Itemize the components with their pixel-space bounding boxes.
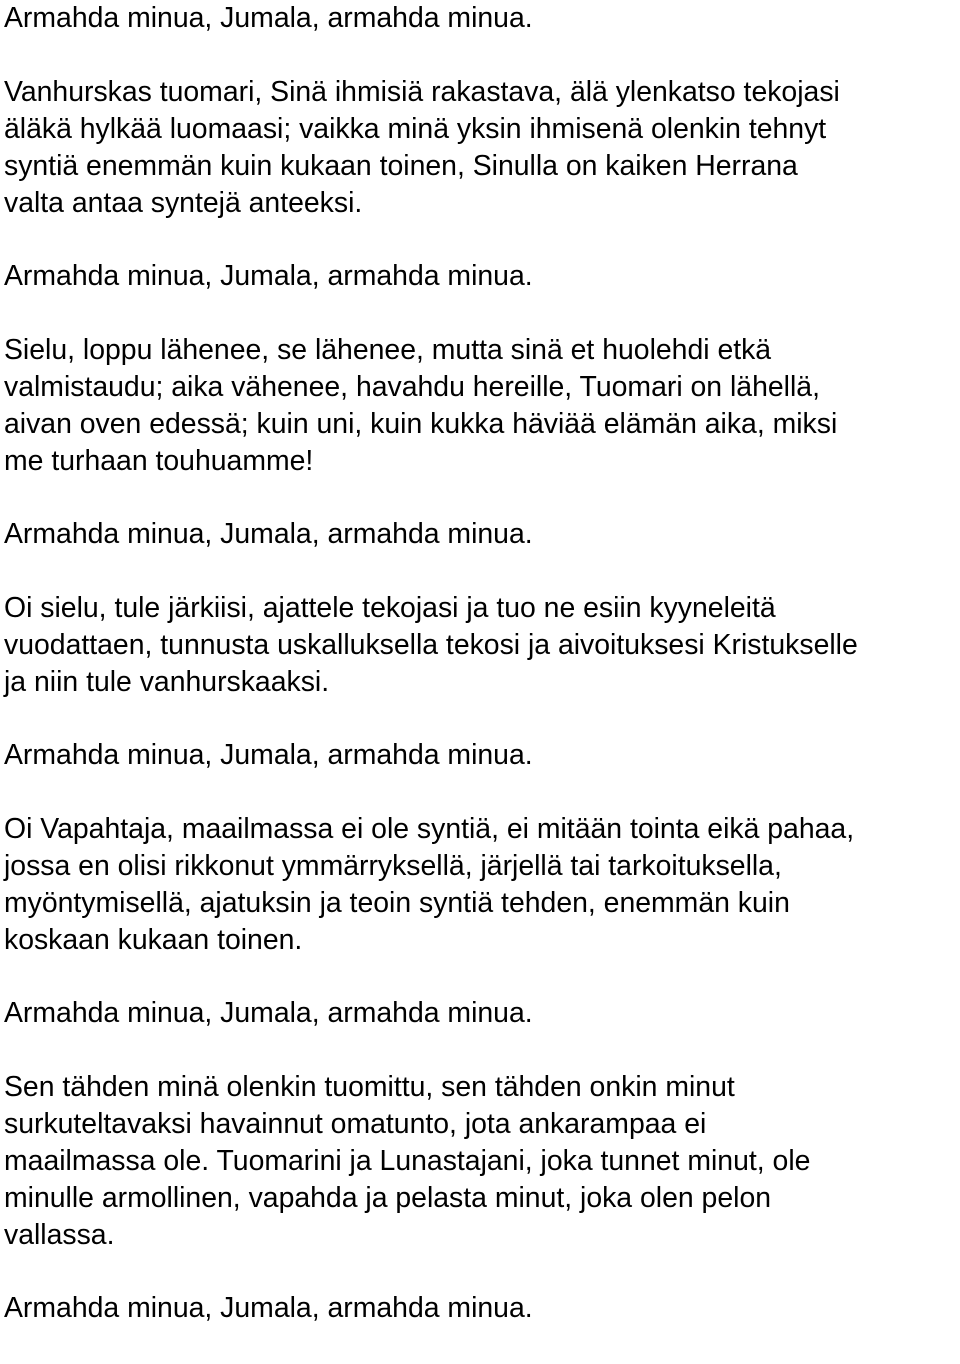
verse-1 [4, 74, 958, 222]
refrain-4 [4, 737, 958, 774]
verse-line: Oi sielu, tule järkiisi, ajattele tekojasi ja tuo ne esiin kyyneleitä [4, 592, 776, 624]
verse-line: koskaan kukaan toinen. [4, 924, 303, 956]
verse-line: vallassa. [4, 1219, 115, 1251]
verse-line: Sielu, loppu lähenee, se lähenee, mutta sinä et huolehdi etkä [4, 334, 772, 366]
refrain-6 [4, 1290, 958, 1327]
document-page [4, 0, 958, 1364]
verse-4 [4, 811, 958, 959]
verse-line: maailmassa ole. Tuomarini ja Lunastajani, joka tunnet minut, ole [4, 1145, 811, 1177]
refrain-line: Armahda minua, Jumala, armahda minua. [4, 997, 533, 1029]
verse-line: me turhaan touhuamme! [4, 445, 314, 477]
verse-5 [4, 1069, 958, 1254]
refrain-1 [4, 0, 958, 37]
refrain-2 [4, 258, 958, 295]
verse-line: jossa en olisi rikkonut ymmärryksellä, järjellä tai tarkoituksella, [4, 850, 782, 882]
verse-line: äläkä hylkää luomaasi; vaikka minä yksin ihmisenä olenkin tehnyt [4, 113, 827, 145]
verse-line: aivan oven edessä; kuin uni, kuin kukka häviää elämän aika, miksi [4, 408, 838, 440]
verse-line: Vanhurskas tuomari, Sinä ihmisiä rakastava, älä ylenkatso tekojasi [4, 76, 840, 108]
refrain-line: Armahda minua, Jumala, armahda minua. [4, 1292, 533, 1324]
verse-line: ja niin tule vanhurskaaksi. [4, 666, 330, 698]
refrain-line: Armahda minua, Jumala, armahda minua. [4, 739, 533, 771]
verse-line: valta antaa syntejä anteeksi. [4, 187, 363, 219]
verse-line: vuodattaen, tunnusta uskalluksella tekosi ja aivoituksesi Kristukselle [4, 629, 858, 661]
verse-line: Sen tähden minä olenkin tuomittu, sen tähden onkin minut [4, 1071, 735, 1103]
verse-2 [4, 332, 958, 480]
verse-3 [4, 590, 958, 701]
verse-line: syntiä enemmän kuin kukaan toinen, Sinulla on kaiken Herrana [4, 150, 798, 182]
refrain-line: Armahda minua, Jumala, armahda minua. [4, 260, 533, 292]
refrain-3 [4, 516, 958, 553]
verse-line: surkuteltavaksi havainnut omatunto, jota ankarampaa ei [4, 1108, 707, 1140]
verse-line: Oi Vapahtaja, maailmassa ei ole syntiä, ei mitään tointa eikä pahaa, [4, 813, 855, 845]
refrain-line: Armahda minua, Jumala, armahda minua. [4, 2, 533, 34]
verse-line: minulle armollinen, vapahda ja pelasta minut, joka olen pelon [4, 1182, 772, 1214]
verse-line: myöntymisellä, ajatuksin ja teoin syntiä tehden, enemmän kuin [4, 887, 790, 919]
refrain-line: Armahda minua, Jumala, armahda minua. [4, 518, 533, 550]
verse-line: valmistaudu; aika vähenee, havahdu hereille, Tuomari on lähellä, [4, 371, 820, 403]
refrain-5 [4, 995, 958, 1032]
